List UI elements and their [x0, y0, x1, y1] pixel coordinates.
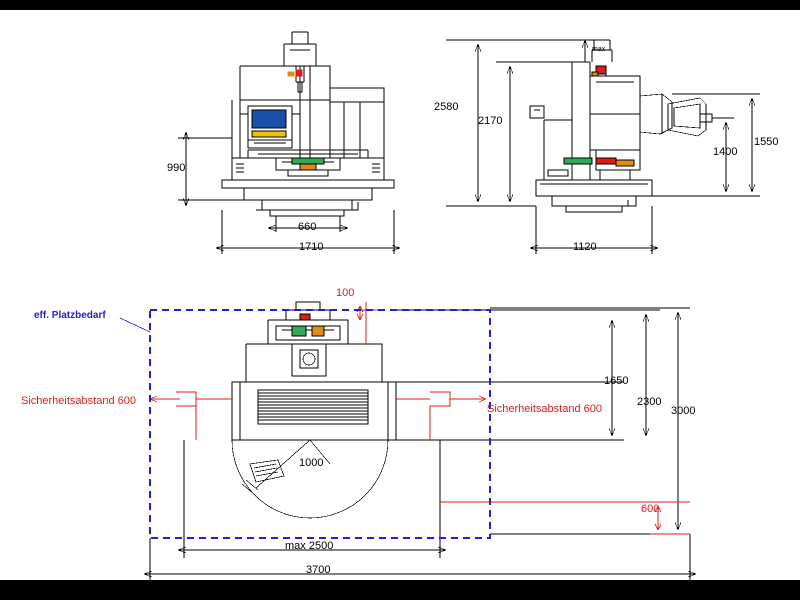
drawing-sheet: [0, 10, 800, 580]
plan-view-geometry: [232, 302, 396, 518]
drawing-vector-layer: [0, 10, 800, 580]
dim-side-max-note: max: [592, 46, 606, 53]
dim-plan-600: 600: [641, 503, 660, 515]
dim-plan-3000: 3000: [671, 405, 696, 417]
front-view-geometry: [222, 32, 394, 216]
plan-view-red-dimensions: [150, 302, 690, 534]
dim-plan-3700: 3700: [306, 564, 331, 576]
dim-side-2580: 2580: [434, 101, 459, 113]
side-view-geometry: [530, 40, 712, 212]
dim-plan-1000: 1000: [299, 457, 324, 469]
dim-front-990: 990: [167, 162, 186, 174]
dim-plan-1650: 1650: [604, 375, 629, 387]
dim-plan-2300: 2300: [637, 396, 662, 408]
dim-front-1710: 1710: [299, 241, 324, 253]
dim-side-1400: 1400: [713, 146, 738, 158]
dim-side-1120: 1120: [573, 241, 597, 253]
dim-plan-max2500: max 2500: [285, 540, 334, 552]
dim-plan-100: 100: [336, 287, 355, 299]
dim-side-2170: 2170: [478, 115, 503, 127]
label-sicherheitsabstand-right: Sicherheitsabstand 600: [487, 403, 602, 415]
dim-front-660: 660: [298, 221, 317, 233]
label-eff-platzbedarf: eff. Platzbedarf: [34, 310, 106, 321]
label-sicherheitsabstand-left: Sicherheitsabstand 600: [21, 395, 136, 407]
plan-view-dimensions: [144, 308, 696, 580]
dim-side-1550: 1550: [754, 136, 779, 148]
